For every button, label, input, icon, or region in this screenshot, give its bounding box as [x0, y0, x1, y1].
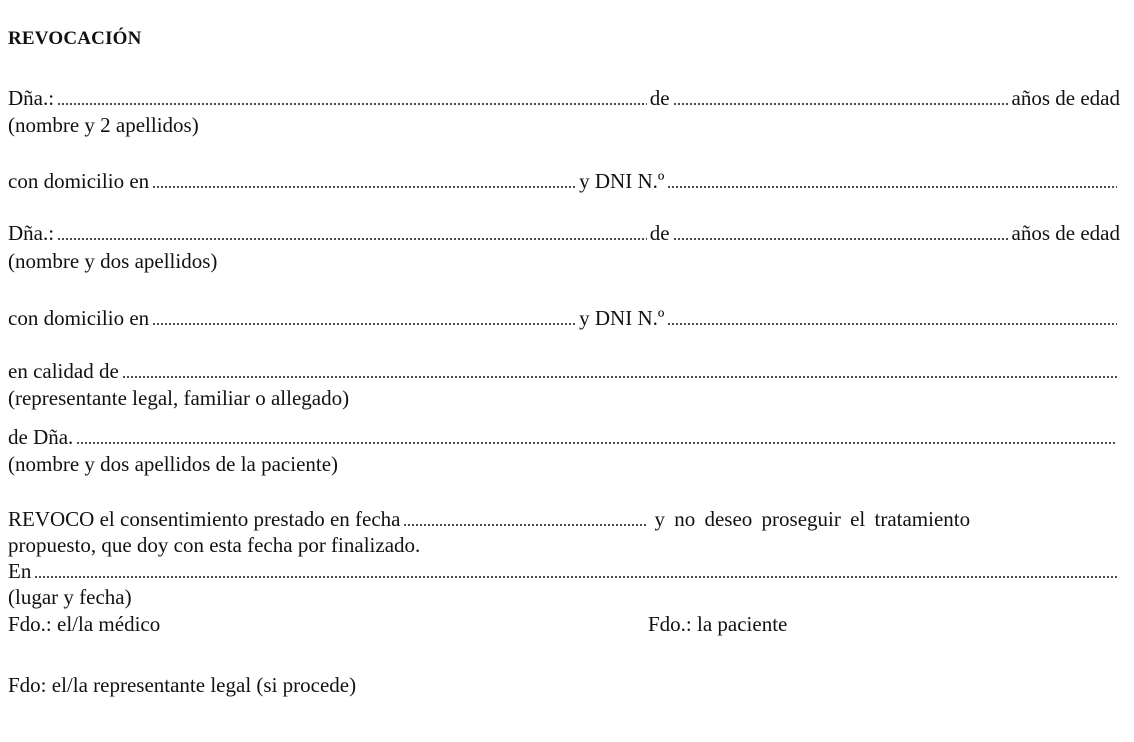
revoke-text-1: REVOCO el consentimiento prestado en fecha — [8, 507, 401, 531]
address-line-1 — [8, 168, 1120, 194]
place-blank[interactable] — [34, 576, 1117, 578]
dni-label: y DNI N.º — [579, 306, 665, 330]
dna-label: Dña.: — [8, 86, 55, 110]
dna-label: Dña.: — [8, 221, 55, 245]
dni-blank-2[interactable] — [667, 323, 1117, 325]
revoke-text-2-wrap — [654, 506, 1120, 532]
calidad-label: en calidad de — [8, 359, 119, 383]
signature-representative: Fdo: el/la representante legal (si procede) — [8, 673, 357, 697]
en-label: En — [8, 559, 32, 583]
place-hint: (lugar y fecha) — [8, 585, 132, 609]
date-blank[interactable] — [403, 524, 647, 526]
name-hint-1: (nombre y 2 apellidos) — [8, 113, 199, 137]
patient-line — [8, 424, 1120, 450]
name-blank-1[interactable] — [57, 103, 647, 105]
age-blank-2[interactable] — [673, 238, 1009, 240]
patient-name-line-1 — [8, 85, 1120, 111]
name-hint-2: (nombre y dos apellidos) — [8, 249, 218, 273]
capacity-line — [8, 358, 1120, 384]
age-label: años de edad — [1011, 221, 1120, 245]
de-dna-label: de Dña. — [8, 425, 74, 449]
capacity-hint: (representante legal, familiar o allegado) — [8, 386, 350, 410]
dni-label: y DNI N.º — [579, 169, 665, 193]
signature-patient: Fdo.: la paciente — [648, 612, 788, 636]
form-title: REVOCACIÓN — [8, 28, 142, 49]
revoke-text-2: y no deseo proseguir el tratamiento — [654, 507, 971, 531]
revoke-line-2: propuesto, que doy con esta fecha por finalizado. — [8, 533, 421, 557]
dni-blank-1[interactable] — [667, 186, 1117, 188]
address-blank-1[interactable] — [152, 186, 576, 188]
patient-name-line-2 — [8, 220, 1120, 246]
address-blank-2[interactable] — [152, 323, 576, 325]
place-line — [8, 558, 1120, 584]
patient-blank[interactable] — [76, 442, 1117, 444]
name-blank-2[interactable] — [57, 238, 647, 240]
age-label: años de edad — [1011, 86, 1120, 110]
patient-hint: (nombre y dos apellidos de la paciente) — [8, 452, 339, 476]
signature-doctor: Fdo.: el/la médico — [8, 612, 161, 636]
capacity-blank[interactable] — [122, 376, 1117, 378]
de-label: de — [649, 86, 670, 110]
domicilio-label: con domicilio en — [8, 169, 150, 193]
address-line-2 — [8, 305, 1120, 331]
domicilio-label: con domicilio en — [8, 306, 150, 330]
de-label: de — [649, 221, 670, 245]
revoke-line-1 — [8, 506, 1120, 532]
age-blank-1[interactable] — [673, 103, 1009, 105]
